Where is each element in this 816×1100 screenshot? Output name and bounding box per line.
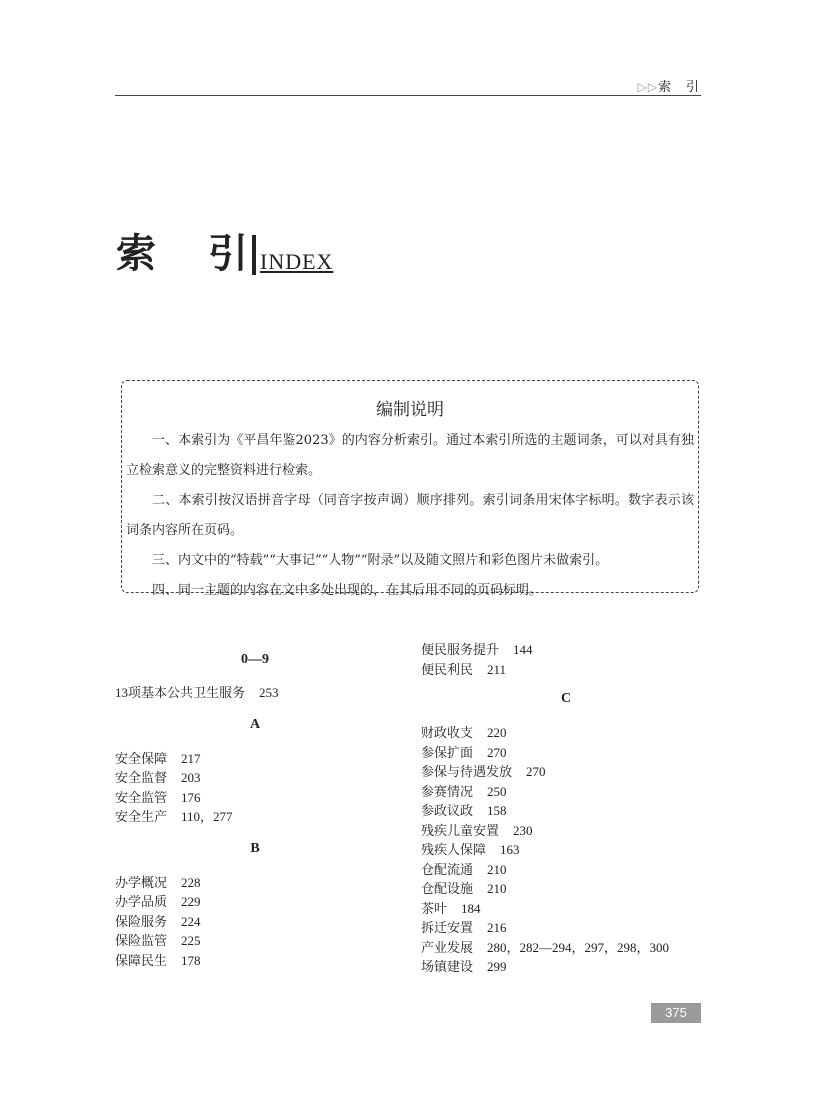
notes-paragraph: 四、同一主题的内容在文中多处出现的，在其后用不同的页码标明。 (152, 583, 543, 598)
index-entry (115, 912, 395, 932)
index-entry (421, 782, 711, 802)
index-entry (421, 762, 711, 782)
entry-pages: 216 (487, 920, 507, 935)
entry-term: 安全监管 (115, 789, 168, 805)
entry-pages: 176 (181, 789, 201, 805)
entry-pages: 163 (500, 842, 520, 857)
entry-term: 参赛情况 (421, 783, 474, 799)
entry-pages: 203 (181, 770, 201, 785)
index-entry (115, 788, 395, 808)
entry-term: 茶叶 (421, 900, 448, 916)
entry-pages: 178 (181, 952, 201, 968)
entry-term: 产业发展 (421, 939, 474, 955)
running-header (638, 76, 700, 95)
entry-term: 拆迁安置 (421, 920, 474, 935)
entry-pages: 224 (181, 913, 201, 929)
index-entry (115, 807, 395, 827)
entry-term: 办学概况 (115, 874, 168, 890)
section-letter-heading: C (560, 691, 572, 706)
entry-pages: 158 (487, 803, 507, 818)
index-right-column (421, 640, 711, 977)
entry-term: 残疾人保障 (421, 842, 487, 857)
title-cn-left: 索 (116, 230, 156, 277)
header-rule (115, 95, 701, 96)
entry-pages: 250 (487, 783, 507, 799)
compilation-notes-box (121, 380, 699, 598)
entry-term: 安全监督 (115, 770, 168, 785)
entry-term: 便民利民 (421, 661, 474, 677)
entry-pages: 253 (259, 685, 279, 700)
notes-paragraph: 一、本索引为《平昌年鉴2023》的内容分析索引。通过本索引所选的主题词条，可以对具有独立检索意义的完整资料进行检索。 (126, 433, 694, 478)
index-entry (421, 743, 711, 763)
title-en: INDEX (260, 249, 334, 274)
index-entry (421, 918, 711, 938)
entry-term: 场镇建设 (421, 959, 474, 974)
index-entry (421, 957, 711, 977)
page-title (116, 222, 333, 279)
index-entry (115, 892, 395, 912)
entry-pages: 217 (181, 750, 201, 766)
section-letter-heading: B (250, 840, 260, 856)
index-entry (421, 723, 711, 743)
entry-pages: 184 (461, 900, 481, 916)
index-entry (421, 860, 711, 880)
entry-pages: 110，277 (181, 809, 233, 824)
entry-pages: 280，282—294，297，298，300 (487, 939, 670, 955)
entry-term: 安全生产 (115, 809, 168, 824)
index-entry (115, 931, 395, 951)
entry-term: 财政收支 (421, 725, 474, 740)
index-entry (421, 821, 711, 841)
entry-term: 保障民生 (115, 952, 168, 968)
entry-term: 便民服务提升 (421, 642, 500, 657)
entry-term: 仓配设施 (421, 881, 474, 896)
index-entry (115, 873, 395, 893)
entry-pages: 230 (513, 822, 533, 838)
entry-pages: 210 (487, 881, 507, 896)
index-entry (115, 749, 395, 769)
entry-pages: 270 (526, 764, 546, 779)
index-entry (421, 660, 711, 680)
index-entry (115, 768, 395, 788)
entry-pages: 211 (487, 661, 507, 677)
title-cn-right: 引 (208, 230, 248, 277)
entry-term: 残疾儿童安置 (421, 822, 500, 838)
notes-heading: 编制说明 (376, 400, 444, 420)
entry-pages: 270 (487, 744, 507, 760)
entry-pages: 299 (487, 959, 507, 974)
section-letter-heading: A (249, 716, 261, 732)
notes-paragraph: 三、内文中的“特载”“大事记”“人物”“附录”以及随文照片和彩色图片未做索引。 (152, 553, 609, 568)
entry-pages: 220 (487, 725, 507, 740)
index-left-column (115, 652, 395, 970)
index-entry (115, 951, 395, 971)
entry-pages: 144 (513, 642, 533, 657)
page-number: 375 (651, 1003, 701, 1023)
index-entry (421, 840, 711, 860)
triangle-marker-icon: ▷▷ (637, 80, 658, 94)
entry-term: 仓配流通 (421, 861, 474, 877)
entry-pages: 229 (181, 894, 201, 909)
entry-pages: 228 (181, 874, 201, 890)
header-section: 索 引 (657, 80, 700, 95)
entry-pages: 210 (487, 861, 507, 877)
index-entry (115, 683, 395, 703)
index-entry (421, 640, 711, 660)
index-entry (421, 879, 711, 899)
notes-paragraph: 二、本索引按汉语拼音字母（同音字按声调）顺序排列。索引词条用宋体字标明。数字表示该词条内容所在页码。 (126, 493, 694, 538)
entry-term: 参保与待遇发放 (421, 764, 513, 779)
index-entry (421, 938, 711, 958)
entry-term: 参政议政 (421, 803, 474, 818)
entry-pages: 225 (181, 933, 201, 948)
entry-term: 安全保障 (115, 750, 168, 766)
index-entry (421, 801, 711, 821)
index-entry (421, 899, 711, 919)
entry-term: 13项基本公共卫生服务 (115, 685, 246, 700)
entry-term: 保险监管 (115, 933, 168, 948)
section-letter-heading: 0—9 (241, 652, 269, 667)
entry-term: 办学品质 (115, 894, 168, 909)
entry-term: 参保扩面 (421, 744, 474, 760)
title-bar (252, 235, 256, 275)
entry-term: 保险服务 (115, 913, 168, 929)
